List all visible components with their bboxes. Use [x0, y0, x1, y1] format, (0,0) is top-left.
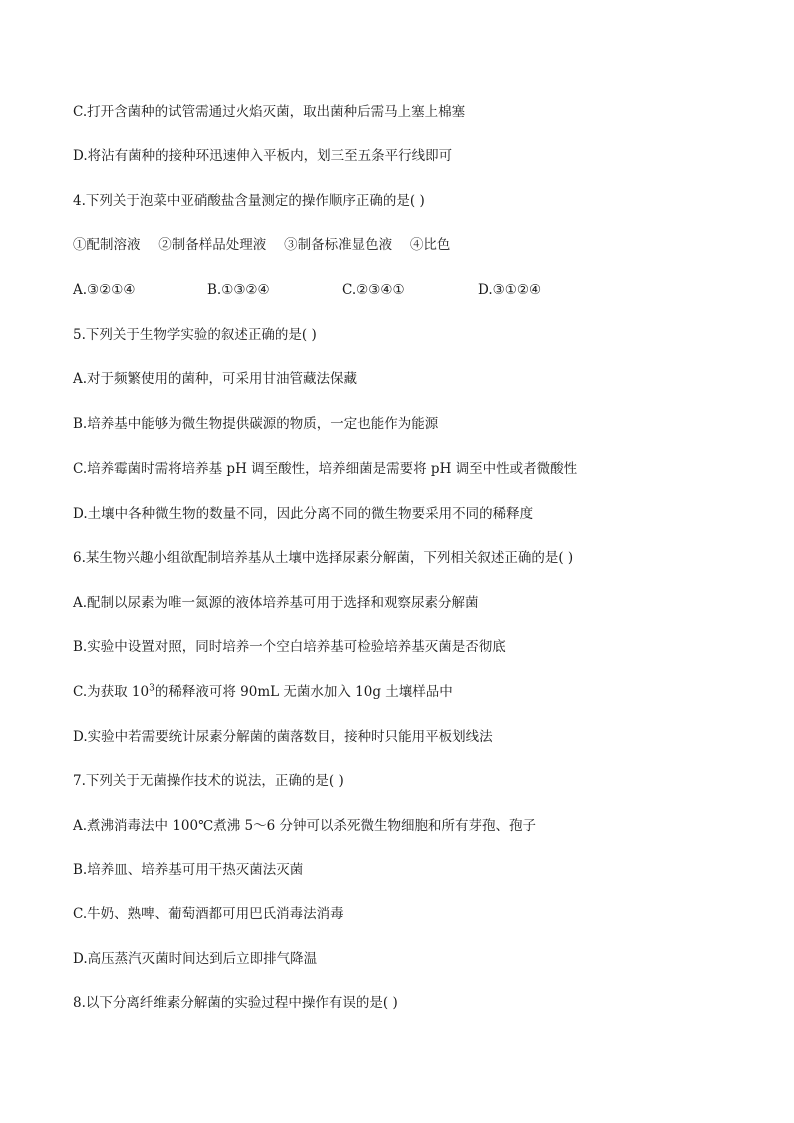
q5-option-d: D.土壤中各种微生物的数量不同，因此分离不同的微生物要采用不同的稀释度 — [73, 506, 534, 522]
question-5: 5.下列关于生物学实验的叙述正确的是( ) — [73, 327, 317, 343]
q4-option-a: A.③②①④ — [73, 282, 136, 298]
q6-option-a: A.配制以尿素为唯一氮源的液体培养基可用于选择和观察尿素分解菌 — [73, 595, 479, 611]
q6-option-c-post: 的稀释液可将 90mL 无菌水加入 10g 土壤样品中 — [154, 684, 453, 700]
q4-options — [73, 281, 733, 299]
q7-option-b: B.培养皿、培养基可用干热灭菌法灭菌 — [73, 862, 304, 878]
q5-option-b: B.培养基中能够为微生物提供碳源的物质，一定也能作为能源 — [73, 416, 439, 432]
q6-option-c-pre: C.为获取 10 — [73, 684, 150, 700]
q4-option-d: D.③①②④ — [478, 282, 542, 298]
q3-option-c: C.打开含菌种的试管需通过火焰灭菌，取出菌种后需马上塞上棉塞 — [73, 104, 466, 120]
q3-option-d: D.将沾有菌种的接种环迅速伸入平板内，划三至五条平行线即可 — [73, 148, 453, 164]
q5-option-a: A.对于频繁使用的菌种，可采用甘油管藏法保藏 — [73, 371, 358, 387]
q6-option-c-exponent: 3 — [149, 683, 155, 694]
q6-option-d: D.实验中若需要统计尿素分解菌的菌落数目，接种时只能用平板划线法 — [73, 729, 493, 745]
q7-option-c: C.牛奶、熟啤、葡萄酒都可用巴氏消毒法消毒 — [73, 906, 344, 922]
q4-option-b: B.①③②④ — [207, 282, 270, 298]
q6-option-b: B.实验中设置对照，同时培养一个空白培养基可检验培养基灭菌是否彻底 — [73, 639, 506, 655]
q4-steps: ①配制溶液 ②制备样品处理液 ③制备标准显色液 ④比色 — [73, 237, 451, 253]
q7-option-a: A.煮沸消毒法中 100℃煮沸 5～6 分钟可以杀死微生物细胞和所有芽孢、孢子 — [73, 818, 536, 834]
q7-option-d: D.高压蒸汽灭菌时间达到后立即排气降温 — [73, 951, 318, 967]
question-7: 7.下列关于无菌操作技术的说法，正确的是( ) — [73, 773, 344, 789]
q5-option-c: C.培养霉菌时需将培养基 pH 调至酸性，培养细菌是需要将 pH 调至中性或者微酸性 — [73, 461, 578, 477]
question-8: 8.以下分离纤维素分解菌的实验过程中操作有误的是( ) — [73, 995, 398, 1011]
q6-option-c — [73, 683, 453, 701]
question-4: 4.下列关于泡菜中亚硝酸盐含量测定的操作顺序正确的是( ) — [73, 193, 425, 209]
q4-option-c: C.②③④① — [342, 282, 405, 298]
question-6: 6.某生物兴趣小组欲配制培养基从土壤中选择尿素分解菌，下列相关叙述正确的是( ) — [73, 550, 574, 566]
